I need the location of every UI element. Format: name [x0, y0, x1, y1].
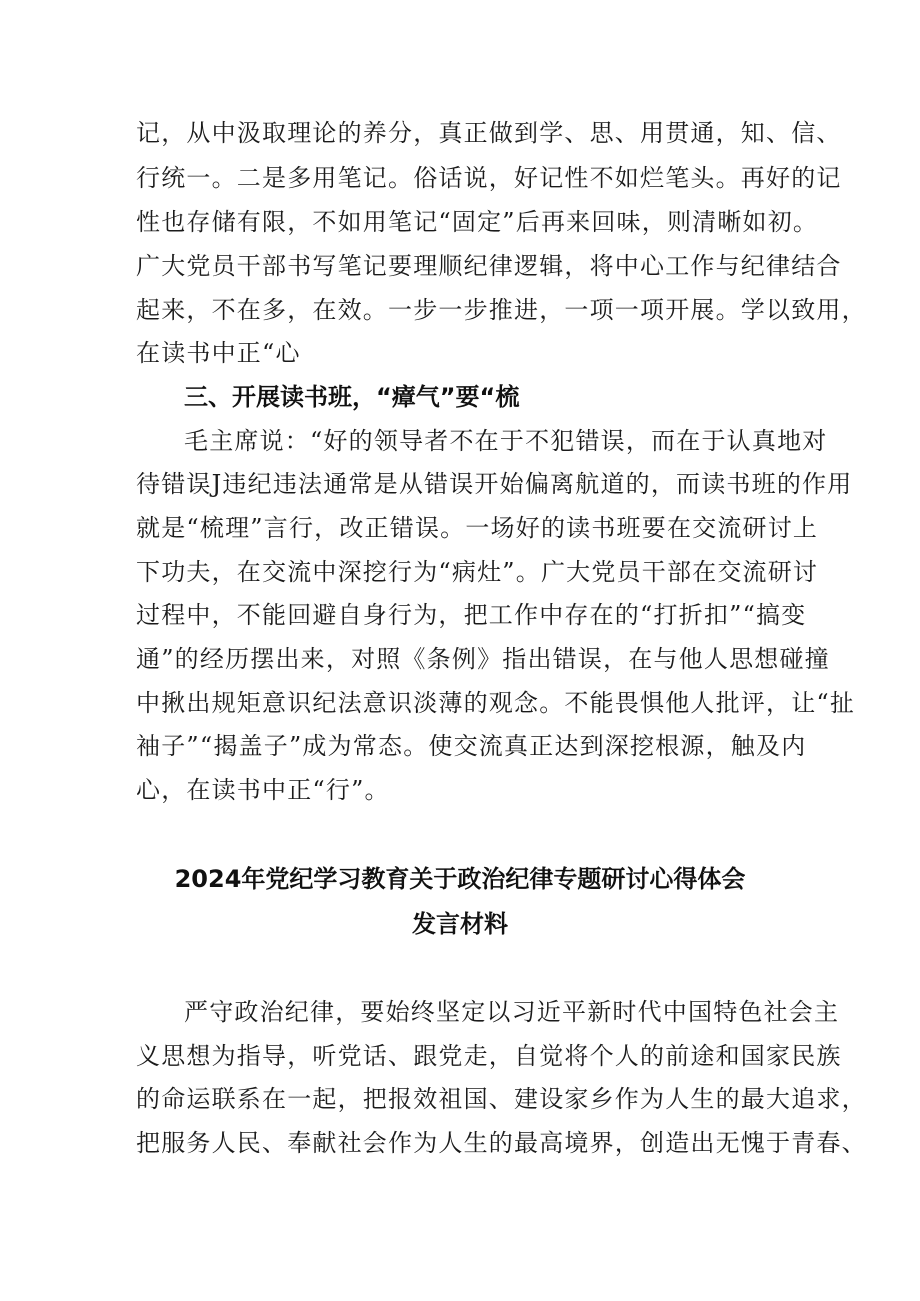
- paragraph-line: 的命运联系在一起，把报效祖国、建设家乡作为人生的最大追求，: [136, 1085, 867, 1113]
- paragraph-line: 广大党员干部书写笔记要理顺纪律逻辑，将中心工作与纪律结合: [136, 252, 842, 280]
- paragraph-line: 心，在读书中正“行”。: [136, 776, 390, 804]
- paragraph-line: 中揪出规矩意识纪法意识淡薄的观念。不能畏惧他人批评，让“扯: [136, 689, 856, 717]
- section-heading: 三、开展读书班，“瘴气”要“梳: [184, 383, 520, 411]
- paragraph-line: 把服务人民、奉献社会作为人生的最高境界，创造出无愧于青春、: [136, 1129, 867, 1157]
- paragraph-line: 记，从中汲取理论的养分，真正做到学、思、用贯通，知、信、: [136, 119, 842, 147]
- paragraph-line: 袖子”“揭盖子”成为常态。使交流真正达到深挖根源，触及内: [136, 732, 807, 760]
- paragraph-line: 性也存储有限，不如用笔记“固定”后再来回味，则清晰如初。: [136, 208, 819, 236]
- paragraph-line: 起来，不在多，在效。一步一步推进，一项一项开展。学以致用，: [136, 296, 867, 324]
- article-title-line2: 发言材料: [412, 910, 508, 938]
- article-title: 2024年党纪学习教育关于政治纪律专题研讨心得体会: [174, 865, 746, 893]
- paragraph-line: 通”的经历摆出来，对照《条例》指出错误，在与他人思想碰撞: [136, 645, 830, 673]
- paragraph-line: 严守政治纪律，要始终坚定以习近平新时代中国特色社会主: [184, 998, 840, 1026]
- paragraph-line: 毛主席说：“好的领导者不在于不犯错误，而在于认真地对: [184, 427, 828, 455]
- paragraph-line: 行统一。二是多用笔记。俗话说，好记性不如烂笔头。再好的记: [136, 164, 842, 192]
- paragraph-line: 义思想为指导，听党话、跟党走，自觉将个人的前途和国家民族: [136, 1042, 842, 1070]
- paragraph-line: 在读书中正“心: [136, 339, 301, 367]
- paragraph-line: 待错误J违纪违法通常是从错误开始偏离航道的，而读书班的作用: [136, 470, 853, 498]
- paragraph-line: 就是“梳理”言行，改正错误。一场好的读书班要在交流研讨上: [136, 514, 819, 542]
- paragraph-line: 下功夫，在交流中深挖行为“病灶”。广大党员干部在交流研讨: [136, 558, 819, 586]
- paragraph-line: 过程中，不能回避自身行为，把工作中存在的“打折扣”“搞变: [136, 601, 807, 629]
